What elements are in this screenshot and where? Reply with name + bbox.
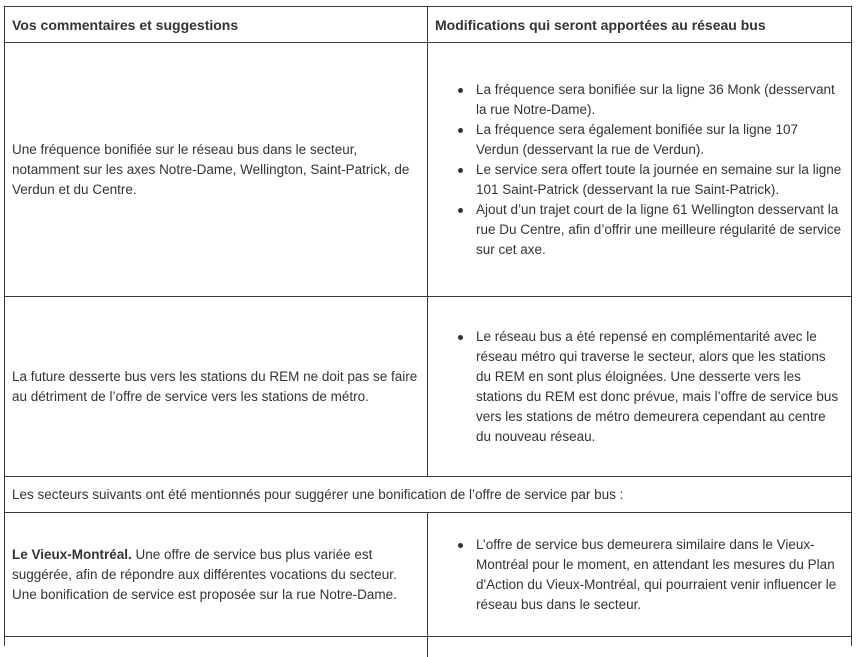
header-changes-label: Modifications qui seront apportées au réseau bus	[435, 16, 766, 33]
header-cell-changes	[428, 7, 851, 42]
changes-list	[476, 535, 843, 615]
comment-cell	[5, 43, 428, 296]
header-comments-label: Vos commentaires et suggestions	[12, 16, 239, 33]
changes-cell	[428, 297, 851, 476]
comment-text	[12, 545, 419, 605]
table-row-partial	[5, 637, 851, 657]
table-header-row	[5, 7, 851, 43]
changes-list	[476, 327, 843, 447]
comment-cell	[5, 297, 428, 476]
list-item: La fréquence sera bonifiée sur la ligne 36 Monk (desservant la rue Notre-Dame).	[476, 80, 843, 120]
changes-cell	[428, 43, 851, 296]
comment-text: La future desserte bus vers les stations du REM ne doit pas se faire au détriment de l’offre de service vers les stations de métro.	[12, 368, 418, 404]
sector-comment: Une offre de service bus plus variée est suggérée, afin de répondre aux différentes vocations du secteur. Une bonification de service est proposée sur la rue Notre-Dame.	[12, 546, 397, 602]
header-cell-comments	[5, 7, 428, 42]
changes-cell	[428, 513, 851, 636]
changes-list	[476, 80, 843, 260]
list-item: La fréquence sera également bonifiée sur la ligne 107 Verdun (desservant la rue de Verdun).	[476, 120, 843, 160]
comment-text: Une fréquence bonifiée sur le réseau bus dans le secteur, notamment sur les axes Notre-Dame, Wellington, Saint-Patrick, de Verdun et du Centre.	[12, 141, 410, 197]
section-note-row	[5, 477, 851, 513]
list-item: Le réseau bus a été repensé en complémentarité avec le réseau métro qui traverse le secteur, alors que les stations du REM en sont plus éloignées. Une desserte vers les stations du REM est donc prévue, mais l’offre de service bus vers les stations de métro demeurera cependant au centre du nouveau réseau.	[476, 327, 843, 447]
comment-cell	[5, 637, 428, 657]
section-note-cell	[5, 477, 851, 512]
changes-cell	[428, 637, 851, 657]
list-item: Ajout d’un trajet court de la ligne 61 Wellington desservant la rue Du Centre, afin d’offrir une meilleure régularité de service sur cet axe.	[476, 200, 843, 260]
table-row	[5, 297, 851, 477]
sector-name: Le Vieux-Montréal.	[12, 546, 132, 562]
feedback-table	[4, 6, 852, 646]
table-row	[5, 43, 851, 297]
table-row	[5, 513, 851, 637]
list-item: Le service sera offert toute la journée en semaine sur la ligne 101 Saint-Patrick (desservant la rue Saint-Patrick).	[476, 160, 843, 200]
list-item: L’offre de service bus demeurera similaire dans le Vieux-Montréal pour le moment, en attendant les mesures du Plan d'Action du Vieux-Montréal, qui pourraient venir influencer le réseau bus dans le secteur.	[476, 535, 843, 615]
comment-cell	[5, 513, 428, 636]
section-note-text: Les secteurs suivants ont été mentionnés pour suggérer une bonification de l’offre de service par bus :	[12, 486, 624, 502]
